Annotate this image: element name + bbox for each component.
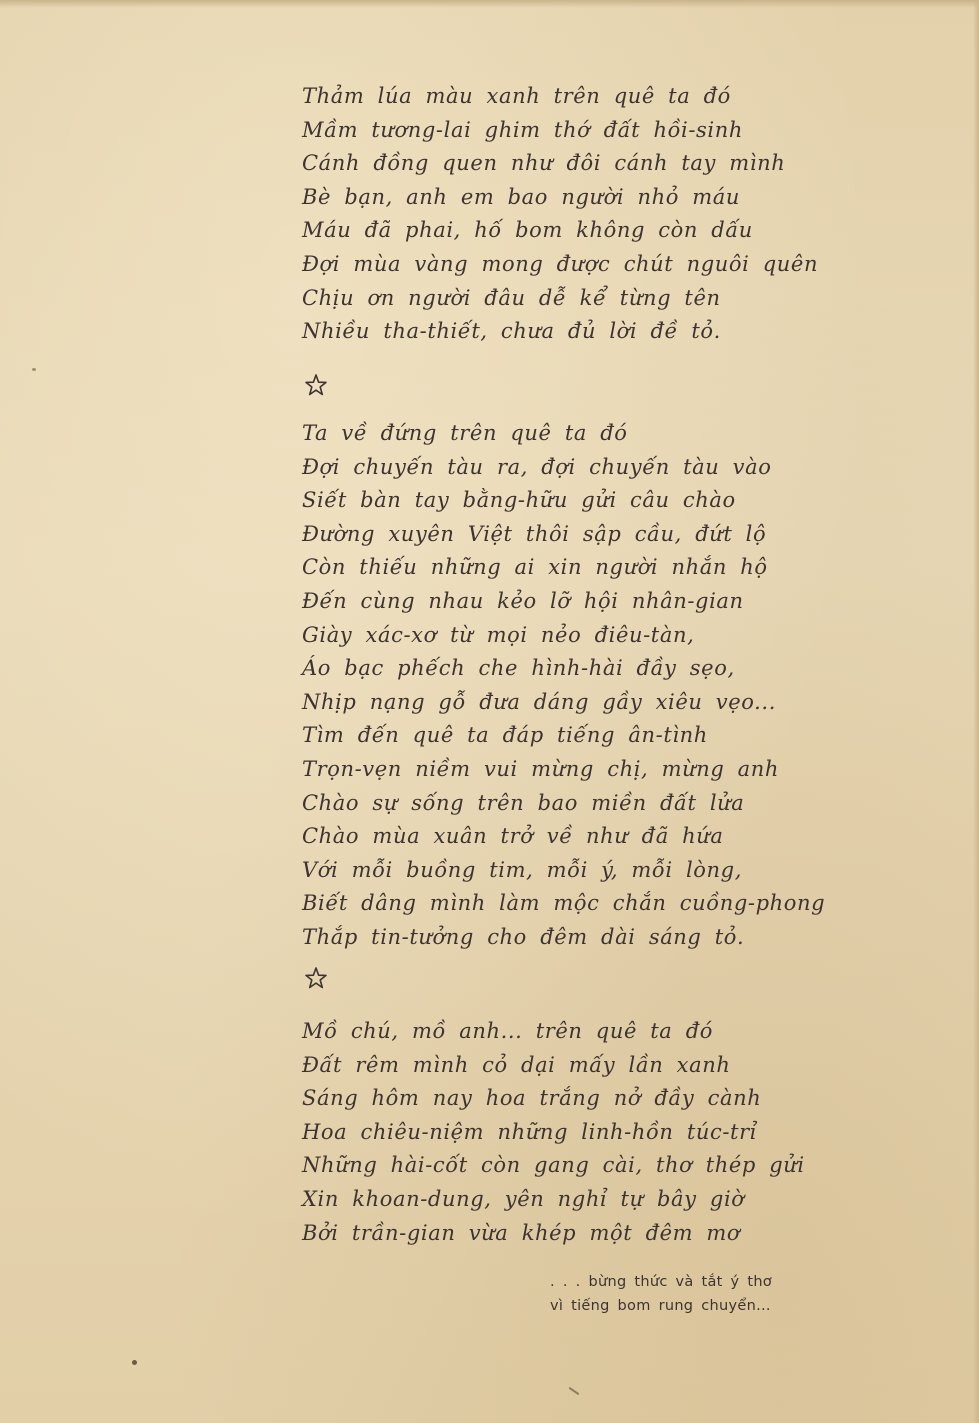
verse-line: Chào sự sống trên bao miền đất lửa: [302, 790, 745, 815]
verse-line: Mầm tương-lai ghim thớ đất hồi-sinh: [302, 117, 743, 142]
verse-line: Đất rêm mình cỏ dại mấy lần xanh: [302, 1052, 731, 1077]
stanza-2: [302, 417, 825, 955]
verse-line: Xin khoan-dung, yên nghỉ tự bây giờ: [302, 1186, 745, 1211]
verse-line: Siết bàn tay bằng-hữu gửi câu chào: [302, 488, 736, 513]
star-ornament-icon: [304, 966, 328, 990]
verse-line: Hoa chiêu-niệm những linh-hồn túc-trỉ: [302, 1119, 758, 1144]
verse-line: Áo bạc phếch che hình-hài đầy sẹo,: [302, 656, 735, 681]
verse-line: Chào mùa xuân trở về như đã hứa: [302, 824, 724, 849]
verse-line: Những hài-cốt còn gang cài, thơ thép gửi: [302, 1153, 805, 1178]
verse-line: Đến cùng nhau kẻo lỡ hội nhân-gian: [302, 588, 744, 613]
footnote-line: vì tiếng bom rung chuyển...: [550, 1298, 771, 1314]
verse-line: Nhiều tha-thiết, chưa đủ lời đề tỏ.: [302, 319, 721, 344]
verse-line: Ta về đứng trên quê ta đó: [302, 421, 628, 445]
verse-line: Với mỗi buồng tim, mỗi ý, mỗi lòng,: [302, 857, 742, 882]
verse-line: Cánh đồng quen như đôi cánh tay mình: [302, 151, 786, 176]
paper-speck: [132, 1360, 137, 1365]
verse-line: Còn thiếu những ai xin người nhắn hộ: [302, 555, 768, 580]
verse-line: Máu đã phai, hố bom không còn dấu: [302, 218, 753, 243]
footnote: [550, 1270, 772, 1318]
verse-line: Đường xuyên Việt thôi sập cầu, đứt lộ: [302, 521, 767, 546]
verse-line: Chịu ơn người đâu dễ kể từng tên: [302, 285, 721, 310]
verse-line: Thắp tin-tưởng cho đêm dài sáng tỏ.: [302, 924, 745, 949]
verse-line: Biết dâng mình làm mộc chắn cuồng-phong: [302, 891, 826, 916]
stanza-3: [302, 1015, 805, 1250]
verse-line: Giày xác-xơ từ mọi nẻo điêu-tàn,: [302, 622, 695, 647]
page-edge-right: [973, 0, 979, 1423]
verse-line: Đợi mùa vàng mong được chút nguôi quên: [302, 251, 819, 276]
page-edge-top: [0, 0, 979, 8]
verse-line: Thảm lúa màu xanh trên quê ta đó: [302, 84, 731, 108]
paper-speck: [32, 368, 36, 371]
star-ornament-icon: [304, 373, 328, 397]
verse-line: Tìm đến quê ta đáp tiếng ân-tình: [302, 723, 708, 748]
footnote-line: . . . bừng thức và tắt ý thơ: [550, 1274, 772, 1290]
verse-line: Trọn-vẹn niềm vui mừng chị, mừng anh: [302, 756, 780, 781]
verse-line: Sáng hôm nay hoa trắng nở đầy cành: [302, 1086, 762, 1111]
paper-speck: [569, 1387, 580, 1396]
verse-line: Mồ chú, mồ anh... trên quê ta đó: [302, 1019, 713, 1043]
verse-line: Nhịp nạng gỗ đưa dáng gầy xiêu vẹo...: [302, 689, 776, 714]
verse-line: Bè bạn, anh em bao người nhỏ máu: [302, 184, 740, 209]
verse-line: Bởi trần-gian vừa khép một đêm mơ: [302, 1220, 741, 1245]
stanza-1: [302, 80, 818, 349]
verse-line: Đợi chuyến tàu ra, đợi chuyến tàu vào: [302, 454, 772, 479]
